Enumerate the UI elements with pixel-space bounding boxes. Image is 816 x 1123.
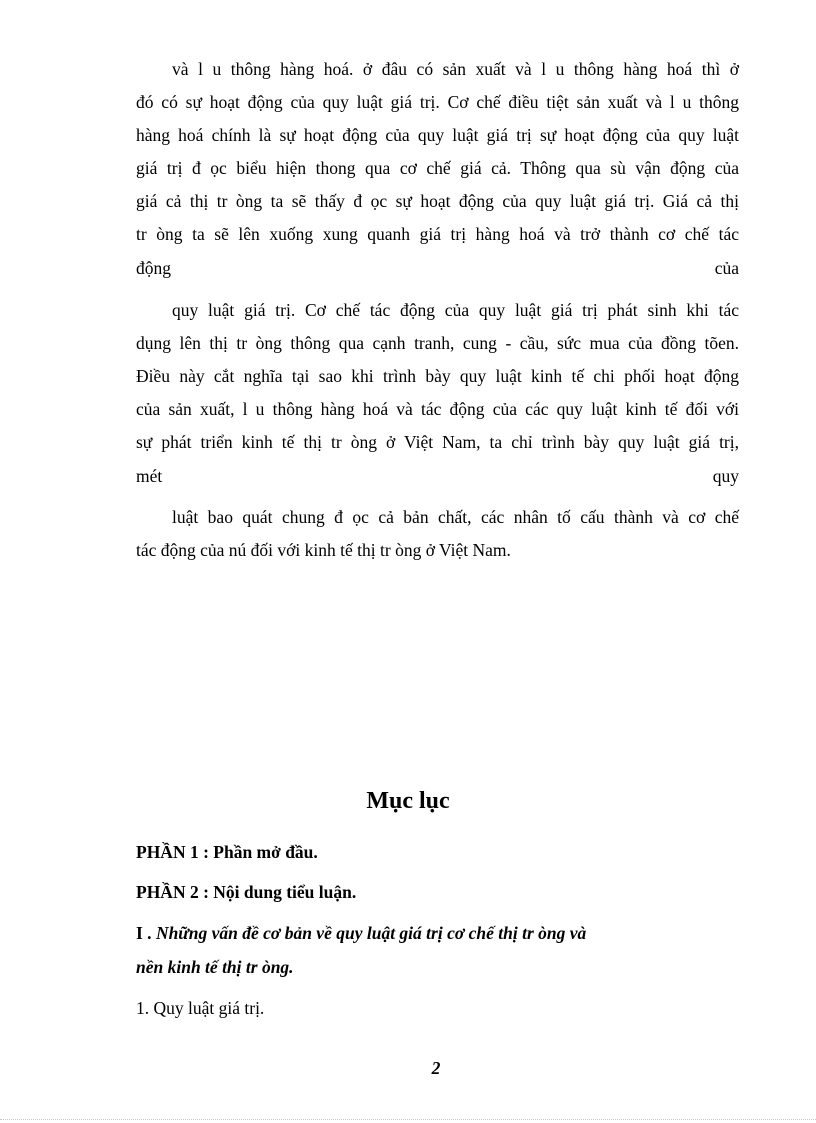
paragraph-3-line-1: luật bao quát chung đ ọc cả bản chất, các nhân tố cấu thành và cơ chế — [172, 507, 739, 527]
paragraph-2-line-2: dụng lên thị tr òng thông qua cạnh tranh, cung - cầu, sức mua của đồng tõen. — [136, 333, 739, 353]
paragraph-1-line-1: và l u thông hàng hoá. ở đâu có sản xuất và l u thông hàng hoá thì ở — [172, 59, 739, 79]
paragraph-2-line-5: sự phát triển kinh tế thị tr òng ở Việt Nam, ta chỉ trình bày quy luật giá trị, — [136, 432, 739, 452]
paragraph-1-line-3: hàng hoá chính là sự hoạt động của quy luật giá trị sự hoạt động của quy luật — [136, 125, 739, 145]
toc-subitem-1[interactable]: 1. Quy luật giá trị. — [136, 998, 265, 1018]
paragraph-1-line-5: giá cả thị tr òng ta sẽ thấy đ ọc sự hoạt động của quy luật giá trị. Giá cả thị — [136, 191, 739, 211]
page-bottom-divider — [0, 1119, 816, 1120]
paragraph-2-last-word-left: mét — [136, 466, 163, 486]
paragraph-2-line-1: quy luật giá trị. Cơ chế tác động của quy luật giá trị phát sinh khi tác — [172, 300, 739, 320]
page-number: 2 — [431, 1058, 441, 1078]
toc-item-1-title-line-1: Những vấn đề cơ bản về quy luật giá trị cơ chế thị tr òng và — [155, 923, 587, 943]
toc-part-1[interactable]: PHẦN 1 : Phần mở đầu. — [136, 842, 318, 862]
toc-item-1-title-line-2[interactable]: nền kinh tế thị tr òng. — [136, 957, 294, 977]
toc-item-1-prefix: I . — [136, 923, 152, 943]
paragraph-2-last-word-right: quy — [712, 466, 739, 486]
toc-title: Mục lục — [366, 788, 450, 814]
paragraph-1-last-word-right: của — [714, 258, 739, 278]
toc-item-1[interactable] — [136, 922, 739, 944]
paragraph-3-line-2: tác động của nú đối với kinh tế thị tr òng ở Việt Nam. — [136, 540, 511, 560]
paragraph-1-line-7 — [136, 257, 739, 279]
paragraph-1-line-6: tr òng ta sẽ lên xuống xung quanh giá trị hàng hoá và trở thành cơ chế tác — [136, 224, 739, 244]
paragraph-2-line-3: Điều này cắt nghĩa tại sao khi trình bày quy luật kinh tế chi phối hoạt động — [136, 366, 739, 386]
toc-part-2[interactable]: PHẦN 2 : Nội dung tiểu luận. — [136, 882, 357, 902]
paragraph-1-line-4: giá trị đ ọc biểu hiện thong qua cơ chế giá cả. Thông qua sù vận động của — [136, 158, 739, 178]
paragraph-1-line-2: đó có sự hoạt động của quy luật giá trị. Cơ chế điều tiệt sản xuất và l u thông — [136, 92, 739, 112]
paragraph-2-line-4: của sản xuất, l u thông hàng hoá và tác động của các quy luật kinh tế đối với — [136, 399, 739, 419]
paragraph-2-line-6 — [136, 465, 739, 487]
paragraph-1-last-word-left: động — [136, 258, 171, 278]
